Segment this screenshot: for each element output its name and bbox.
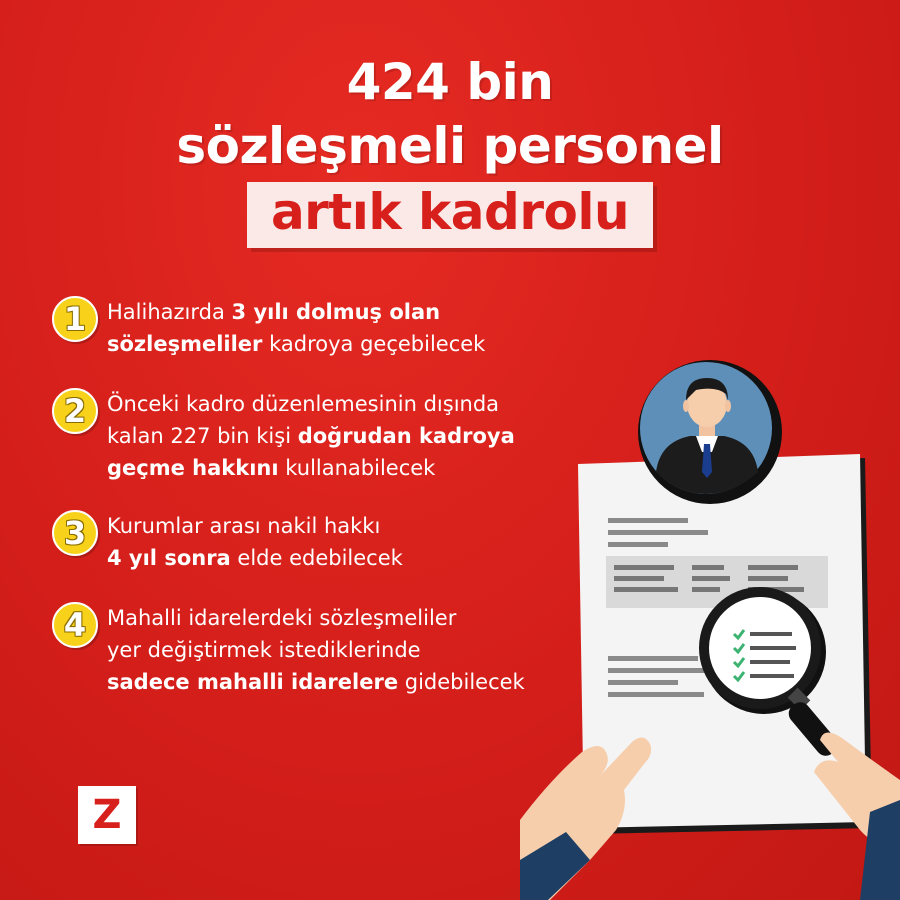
item-text-bold: 4 yıl sonra — [107, 546, 231, 570]
list-item — [52, 388, 592, 484]
item-text-part: gidebilecek — [398, 670, 525, 694]
number-badge: 4 — [52, 602, 98, 648]
item-text-bold: 3 yılı dolmuş olan — [231, 300, 441, 324]
item-list — [52, 296, 592, 726]
number-badge: 2 — [52, 388, 98, 434]
logo-letter: Z — [92, 792, 122, 838]
item-text-part: yer değiştirmek istediklerinde — [107, 638, 421, 662]
headline-line-1: 424 bin — [346, 53, 554, 111]
item-text-part: kullanabilecek — [278, 456, 436, 480]
list-item — [52, 602, 592, 698]
item-text-part: Önceki kadro düzenlemesinin dışında — [107, 392, 500, 416]
number-badge: 3 — [52, 510, 98, 556]
document-with-magnifier-icon — [520, 360, 900, 900]
headline-line-3: artık kadrolu — [247, 182, 653, 248]
headline-line-2: sözleşmeli personel — [176, 117, 724, 175]
item-text-bold: sadece mahalli idarelere — [107, 670, 399, 694]
item-text-part: Halihazırda — [107, 300, 232, 324]
list-item — [52, 510, 592, 574]
item-text-part: Kurumlar arası nakil hakkı — [107, 514, 381, 538]
list-item — [52, 296, 592, 360]
item-text — [107, 296, 592, 360]
item-text-part: elde edebilecek — [230, 546, 403, 570]
document-table-lines — [614, 565, 804, 592]
item-text-bold: sözleşmeliler — [107, 332, 263, 356]
headline-box — [0, 182, 900, 248]
number-badge: 1 — [52, 296, 98, 342]
item-text-bold: geçme hakkını — [107, 456, 279, 480]
item-text-part: Mahalli idarelerdeki sözleşmeliler — [107, 606, 457, 630]
item-text-bold: doğrudan kadroya — [297, 424, 515, 448]
headline — [0, 50, 900, 248]
z-logo — [78, 786, 136, 844]
item-text-part: kalan 227 bin kişi — [107, 424, 298, 448]
item-text-part: kadroya geçebilecek — [262, 332, 486, 356]
